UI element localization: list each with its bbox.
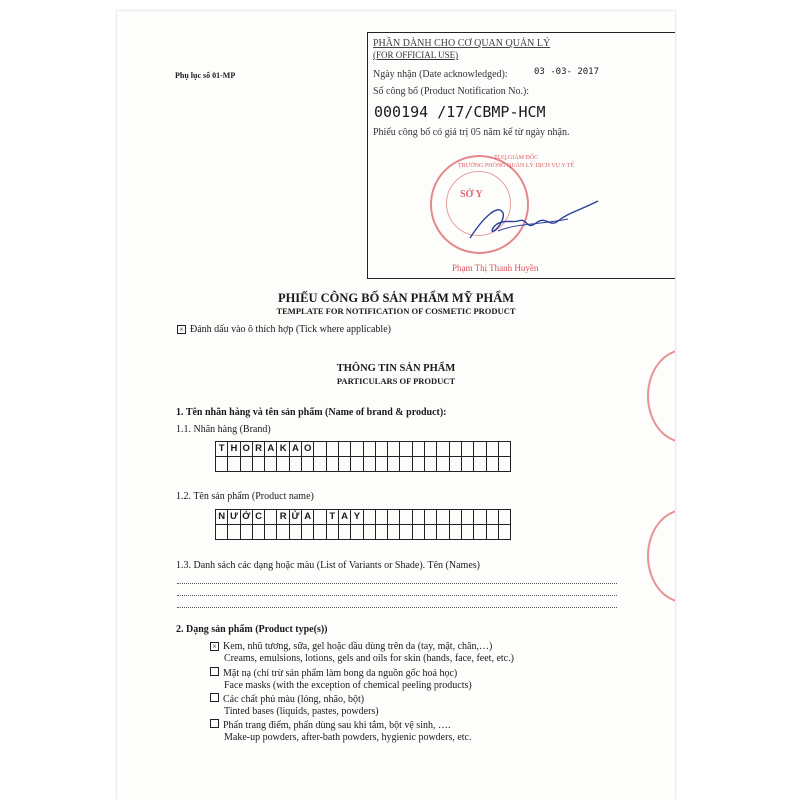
tick-note: × Đánh dấu vào ô thích hợp (Tick where applicable) xyxy=(177,324,391,335)
letter-cell[interactable]: Y xyxy=(351,510,363,525)
letter-cell[interactable] xyxy=(425,442,437,457)
letter-cell[interactable]: T xyxy=(327,510,339,525)
letter-cell[interactable] xyxy=(277,457,289,472)
letter-cell[interactable] xyxy=(364,525,376,540)
notification-number-label: Số công bố (Product Notification No.): xyxy=(373,86,530,97)
signer-title: TUQ.GIÁM ĐỐC TRƯỞNG PHÒNG QUẢN LÝ DỊCH VỤ Y TẾ xyxy=(458,155,575,169)
letter-cell[interactable] xyxy=(450,457,462,472)
letter-cell[interactable] xyxy=(339,457,351,472)
letter-cell[interactable] xyxy=(437,510,449,525)
letter-cell[interactable] xyxy=(228,525,240,540)
appendix-label: Phụ lục số 01-MP xyxy=(175,71,236,80)
letter-cell[interactable] xyxy=(314,525,326,540)
letter-cell[interactable] xyxy=(413,525,425,540)
letter-cell[interactable]: Ử xyxy=(290,510,302,525)
letter-cell[interactable]: A xyxy=(265,442,277,457)
question-1-heading: 1. Tên nhãn hàng và tên sản phẩm (Name of brand & product): xyxy=(176,407,447,418)
letter-cell[interactable] xyxy=(216,457,228,472)
product-type-vi: Kem, nhũ tương, sữa, gel hoặc dầu dùng trên da (tay, mặt, chân,…) xyxy=(223,641,493,652)
signer-name: Phạm Thị Thanh Huyền xyxy=(452,263,539,273)
letter-cell[interactable] xyxy=(462,442,474,457)
official-subtitle: (FOR OFFICIAL USE) xyxy=(373,50,459,60)
product-type-en: Face masks (with the exception of chemical peeling products) xyxy=(224,680,472,691)
product-type-item xyxy=(210,719,472,744)
variants-label: 1.3. Danh sách các dạng hoặc màu (List of Variants or Shade). Tên (Names) xyxy=(176,560,480,571)
variants-line[interactable] xyxy=(177,607,617,608)
letter-cell[interactable]: O xyxy=(302,442,314,457)
letter-cell[interactable] xyxy=(499,525,511,540)
letter-cell[interactable] xyxy=(474,442,486,457)
letter-cell[interactable] xyxy=(376,525,388,540)
brand-grid[interactable] xyxy=(215,441,511,472)
letter-cell[interactable] xyxy=(290,457,302,472)
letter-cell[interactable]: K xyxy=(277,442,289,457)
letter-cell[interactable] xyxy=(462,457,474,472)
variants-line[interactable] xyxy=(177,595,617,596)
document-page xyxy=(117,11,675,800)
letter-cell[interactable] xyxy=(388,442,400,457)
letter-cell[interactable] xyxy=(253,525,265,540)
letter-cell[interactable] xyxy=(265,457,277,472)
date-acknowledged-label: Ngày nhận (Date acknowledged): xyxy=(373,69,508,80)
letter-cell[interactable] xyxy=(376,510,388,525)
letter-cell[interactable] xyxy=(413,457,425,472)
letter-cell[interactable] xyxy=(364,457,376,472)
letter-cell[interactable]: A xyxy=(339,510,351,525)
letter-cell[interactable] xyxy=(499,442,511,457)
letter-cell[interactable] xyxy=(351,442,363,457)
brand-label: 1.1. Nhãn hàng (Brand) xyxy=(176,424,271,435)
letter-cell[interactable] xyxy=(425,457,437,472)
letter-cell[interactable] xyxy=(265,510,277,525)
signature-icon xyxy=(458,183,608,253)
product-type-vi: Mặt nạ (chỉ trừ sản phẩm làm bong da nguồn gốc hoá học) xyxy=(223,668,458,679)
letter-cell[interactable] xyxy=(277,525,289,540)
letter-cell[interactable] xyxy=(499,457,511,472)
letter-cell[interactable] xyxy=(216,525,228,540)
letter-cell[interactable] xyxy=(376,457,388,472)
edge-stamp-icon xyxy=(647,509,675,603)
letter-cell[interactable] xyxy=(376,442,388,457)
letter-cell[interactable] xyxy=(413,510,425,525)
product-name-grid[interactable] xyxy=(215,509,511,540)
letter-cell[interactable]: A xyxy=(290,442,302,457)
letter-cell[interactable] xyxy=(462,525,474,540)
letter-cell[interactable]: H xyxy=(228,442,240,457)
letter-cell[interactable] xyxy=(241,457,253,472)
letter-cell[interactable] xyxy=(400,510,412,525)
letter-cell[interactable] xyxy=(499,510,511,525)
letter-cell[interactable]: T xyxy=(216,442,228,457)
product-name-label: 1.2. Tên sản phẩm (Product name) xyxy=(176,491,314,502)
letter-cell[interactable] xyxy=(327,457,339,472)
letter-cell[interactable] xyxy=(339,442,351,457)
letter-cell[interactable] xyxy=(450,510,462,525)
section-subtitle: PARTICULARS OF PRODUCT xyxy=(336,376,456,386)
letter-cell[interactable] xyxy=(437,525,449,540)
letter-cell[interactable] xyxy=(302,457,314,472)
section-title: THÔNG TIN SẢN PHẨM xyxy=(336,363,456,374)
product-type-checkbox[interactable] xyxy=(210,667,219,676)
letter-cell[interactable] xyxy=(388,510,400,525)
letter-cell[interactable]: O xyxy=(241,442,253,457)
letter-cell[interactable] xyxy=(228,457,240,472)
letter-cell[interactable] xyxy=(314,442,326,457)
letter-cell[interactable] xyxy=(450,442,462,457)
letter-cell[interactable] xyxy=(327,442,339,457)
letter-cell[interactable] xyxy=(302,525,314,540)
letter-cell[interactable] xyxy=(487,510,499,525)
letter-cell[interactable]: R xyxy=(277,510,289,525)
variants-line[interactable] xyxy=(177,583,617,584)
letter-cell[interactable] xyxy=(450,525,462,540)
form-title: PHIẾU CÔNG BỐ SẢN PHẨM MỸ PHẨM xyxy=(277,291,515,305)
letter-cell[interactable] xyxy=(364,510,376,525)
product-type-vi: Các chất phủ màu (lỏng, nhão, bột) xyxy=(223,694,365,705)
letter-cell[interactable] xyxy=(253,457,265,472)
form-subtitle: TEMPLATE FOR NOTIFICATION OF COSMETIC PRODUCT xyxy=(276,306,516,316)
letter-cell[interactable] xyxy=(437,457,449,472)
official-stamp: SỞ Y xyxy=(430,155,529,254)
letter-cell[interactable] xyxy=(265,525,277,540)
letter-cell[interactable] xyxy=(400,525,412,540)
notification-number-value: 000194 /17/CBMP-HCM xyxy=(374,103,546,121)
letter-cell[interactable] xyxy=(413,442,425,457)
product-type-checkbox[interactable] xyxy=(210,719,219,728)
product-type-en: Tinted bases (liquids, pastes, powders) xyxy=(224,706,379,717)
product-type-item xyxy=(210,693,379,718)
letter-cell[interactable] xyxy=(290,525,302,540)
letter-cell[interactable] xyxy=(351,525,363,540)
letter-cell[interactable] xyxy=(425,525,437,540)
letter-cell[interactable]: R xyxy=(253,442,265,457)
official-use-box xyxy=(367,32,675,279)
letter-cell[interactable] xyxy=(388,457,400,472)
product-type-en: Make-up powders, after-bath powders, hygienic powders, etc. xyxy=(224,732,472,743)
letter-cell[interactable]: Ớ xyxy=(241,510,253,525)
letter-cell[interactable] xyxy=(487,525,499,540)
official-title: PHẦN DÀNH CHO CƠ QUAN QUẢN LÝ xyxy=(373,38,551,49)
date-acknowledged-value: 03 -03- 2017 xyxy=(534,67,600,77)
letter-cell[interactable] xyxy=(327,525,339,540)
letter-cell[interactable] xyxy=(437,442,449,457)
question-2-heading: 2. Dạng sản phẩm (Product type(s)) xyxy=(176,624,328,635)
letter-cell[interactable] xyxy=(462,510,474,525)
letter-cell[interactable] xyxy=(314,510,326,525)
letter-cell[interactable]: Ư xyxy=(228,510,240,525)
letter-cell[interactable] xyxy=(241,525,253,540)
letter-cell[interactable] xyxy=(314,457,326,472)
validity-note: Phiếu công bố có giá trị 05 năm kể từ ngày nhận. xyxy=(373,127,570,138)
letter-cell[interactable] xyxy=(400,442,412,457)
letter-cell[interactable] xyxy=(487,442,499,457)
letter-cell[interactable]: C xyxy=(253,510,265,525)
product-type-checkbox[interactable] xyxy=(210,693,219,702)
letter-cell[interactable]: A xyxy=(302,510,314,525)
letter-cell[interactable] xyxy=(425,510,437,525)
letter-cell[interactable] xyxy=(474,510,486,525)
letter-cell[interactable] xyxy=(388,525,400,540)
letter-cell[interactable] xyxy=(339,525,351,540)
letter-cell[interactable] xyxy=(487,457,499,472)
product-type-en: Creams, emulsions, lotions, gels and oils for skin (hands, face, feet, etc.) xyxy=(224,653,514,664)
letter-cell[interactable] xyxy=(400,457,412,472)
checkbox-icon: × xyxy=(177,325,186,334)
letter-cell[interactable] xyxy=(364,442,376,457)
product-type-checkbox[interactable]: × xyxy=(210,642,219,651)
letter-cell[interactable] xyxy=(474,457,486,472)
letter-cell[interactable] xyxy=(474,525,486,540)
product-type-item xyxy=(210,667,472,692)
product-type-item xyxy=(210,641,514,665)
letter-cell[interactable] xyxy=(351,457,363,472)
letter-cell[interactable]: N xyxy=(216,510,228,525)
product-type-vi: Phấn trang điểm, phấn dùng sau khi tắm, bột vệ sinh, …. xyxy=(223,720,451,731)
